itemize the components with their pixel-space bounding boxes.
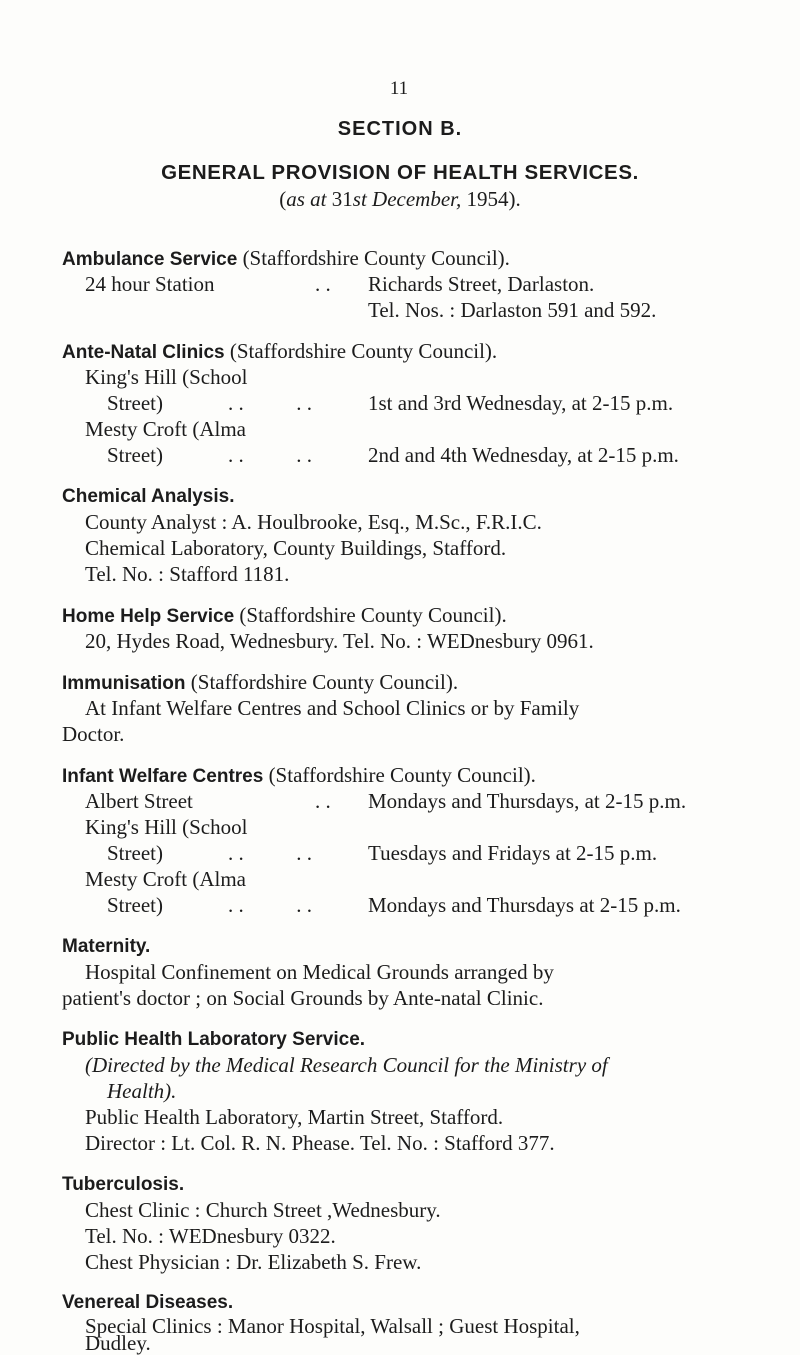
- infant-welfare-heading: Infant Welfare Centres: [62, 766, 264, 787]
- infant-welfare-centre1-dots: . .: [315, 789, 331, 813]
- page-subtitle: (as at 31st December, 1954).: [279, 187, 521, 211]
- tuberculosis-clinic: Chest Clinic : Church Street ,Wednesbury.: [85, 1198, 441, 1222]
- public-health-lab-director: Director : Lt. Col. R. N. Phease. Tel. No. : Stafford 377.: [85, 1131, 555, 1155]
- public-health-lab-directed-line2: Health).: [107, 1079, 177, 1103]
- maternity-line1: Hospital Confinement on Medical Grounds arranged by: [85, 960, 554, 984]
- section-heading: SECTION B.: [337, 118, 463, 140]
- infant-welfare-centre2-time: Tuesdays and Fridays at 2-15 p.m.: [368, 841, 658, 865]
- antenatal-clinic1-dots: . . . .: [228, 391, 312, 415]
- antenatal-heading: Ante-Natal Clinics: [62, 342, 225, 363]
- public-health-lab-heading: Public Health Laboratory Service.: [62, 1029, 366, 1050]
- infant-welfare-centre2-name-line2: Street): [107, 841, 163, 865]
- infant-welfare-centre1-name: Albert Street: [85, 789, 193, 813]
- home-help-address: 20, Hydes Road, Wednesbury. Tel. No. : WEDnesbury 0961.: [85, 629, 594, 653]
- chemical-laboratory: Chemical Laboratory, County Buildings, Stafford.: [85, 536, 507, 560]
- tuberculosis-physician: Chest Physician : Dr. Elizabeth S. Frew.: [85, 1250, 422, 1274]
- antenatal-clinic2-dots: . . . .: [228, 443, 312, 467]
- immunisation-line1: At Infant Welfare Centres and School Clinics or by Family: [85, 696, 580, 720]
- home-help-authority: (Staffordshire County Council).: [234, 603, 507, 627]
- chemical-heading: Chemical Analysis.: [62, 486, 235, 507]
- public-health-lab-address: Public Health Laboratory, Martin Street, Stafford.: [85, 1105, 504, 1129]
- infant-welfare-heading-line: [62, 763, 536, 789]
- venereal-heading: Venereal Diseases.: [62, 1292, 234, 1313]
- ambulance-address: Richards Street, Darlaston.: [368, 272, 595, 296]
- antenatal-heading-line: [62, 339, 497, 365]
- home-help-heading: Home Help Service: [62, 606, 235, 627]
- immunisation-heading-line: [62, 670, 458, 696]
- infant-welfare-centre3-name-line1: Mesty Croft (Alma: [85, 867, 246, 891]
- venereal-line2: Dudley.: [85, 1331, 151, 1355]
- ambulance-authority: (Staffordshire County Council).: [237, 246, 510, 270]
- infant-welfare-centre2-dots: . . . .: [228, 841, 312, 865]
- infant-welfare-centre3-name-line2: Street): [107, 893, 163, 917]
- maternity-heading: Maternity.: [62, 936, 151, 957]
- antenatal-clinic1-name-line1: King's Hill (School: [85, 365, 248, 389]
- antenatal-clinic2-time: 2nd and 4th Wednesday, at 2-15 p.m.: [368, 443, 679, 467]
- immunisation-line2: Doctor.: [62, 722, 125, 746]
- immunisation-authority: (Staffordshire County Council).: [185, 670, 459, 694]
- ambulance-tel: Tel. Nos. : Darlaston 591 and 592.: [368, 298, 657, 322]
- page-number: 11: [389, 78, 409, 99]
- ambulance-dots: . .: [315, 272, 331, 296]
- antenatal-clinic1-name-line2: Street): [107, 391, 163, 415]
- infant-welfare-centre3-dots: . . . .: [228, 893, 312, 917]
- antenatal-clinic1-time: 1st and 3rd Wednesday, at 2-15 p.m.: [368, 391, 674, 415]
- infant-welfare-centre1-time: Mondays and Thursdays, at 2-15 p.m.: [368, 789, 687, 813]
- ambulance-station-label: 24 hour Station: [85, 272, 215, 296]
- venereal-clinics: Special Clinics : Manor Hospital, Walsall ; Guest Hospital,: [85, 1314, 580, 1338]
- page-title: GENERAL PROVISION OF HEALTH SERVICES.: [161, 161, 639, 184]
- antenatal-clinic2-name-line1: Mesty Croft (Alma: [85, 417, 246, 441]
- ambulance-heading: Ambulance Service: [62, 249, 238, 270]
- infant-welfare-centre2-name-line1: King's Hill (School: [85, 815, 248, 839]
- chemical-analyst: County Analyst : A. Houlbrooke, Esq., M.Sc., F.R.I.C.: [85, 510, 542, 534]
- home-help-heading-line: [62, 603, 507, 629]
- infant-welfare-authority: (Staffordshire County Council).: [263, 763, 536, 787]
- tuberculosis-tel: Tel. No. : WEDnesbury 0322.: [85, 1224, 336, 1248]
- antenatal-authority: (Staffordshire County Council).: [224, 339, 498, 363]
- chemical-tel: Tel. No. : Stafford 1181.: [85, 562, 290, 586]
- infant-welfare-centre3-time: Mondays and Thursdays at 2-15 p.m.: [368, 893, 681, 917]
- public-health-lab-directed-line1: (Directed by the Medical Research Council for the Ministry of: [85, 1053, 608, 1077]
- maternity-line2: patient's doctor ; on Social Grounds by Ante-natal Clinic.: [62, 986, 544, 1010]
- antenatal-clinic2-name-line2: Street): [107, 443, 163, 467]
- ambulance-heading-line: [62, 246, 510, 272]
- immunisation-heading: Immunisation: [62, 673, 186, 694]
- tuberculosis-heading: Tuberculosis.: [62, 1174, 185, 1195]
